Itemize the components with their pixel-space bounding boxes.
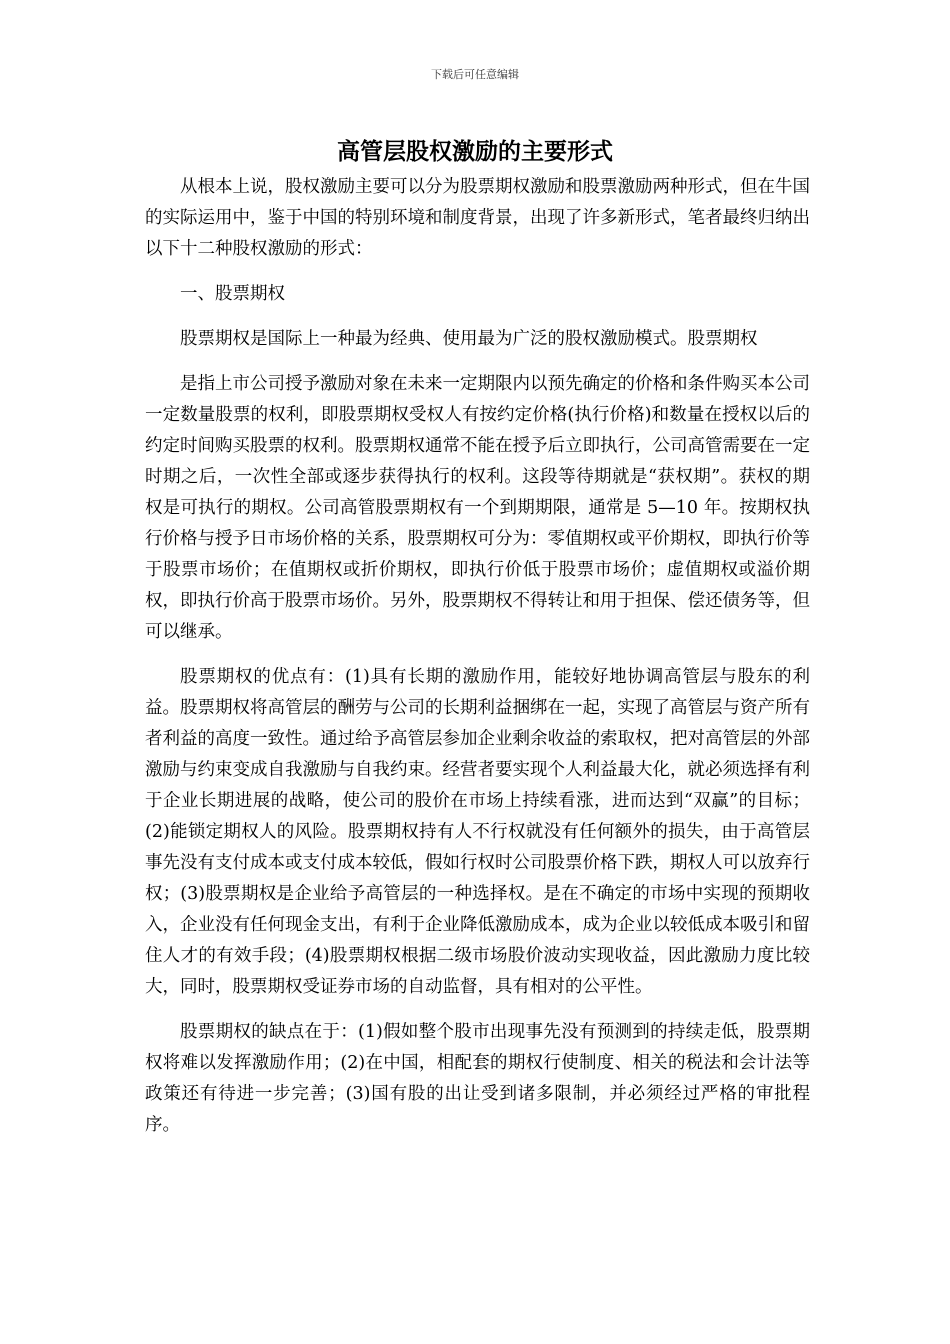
paragraph-disadvantages: 股票期权的缺点在于：(1)假如整个股市出现事先没有预测到的持续走低，股票期权将难以发挥激励作用；(2)在中国，相配套的期权行使制度、相关的税法和会计法等政策还有待进一步完善；(3)国有股的出让受到诸多限制，并必须经过严格的审批程序。 <box>145 1022 810 1135</box>
paragraph-definition-lead: 股票期权是国际上一种最为经典、使用最为广泛的股权激励模式。股票期权 <box>180 329 758 349</box>
section-heading: 一、股票期权 <box>180 284 285 304</box>
paragraph-definition: 是指上市公司授予激励对象在未来一定期限内以预先确定的价格和条件购买本公司一定数量股票的权利，即股票期权受权人有按约定价格(执行价格)和数量在授权以后的约定时间购买股票的权利。股票期权通常不能在授予后立即执行，公司高管需要在一定时期之后，一次性全部或逐步获得执行的权利。这段等待期就是“获权期”。获权的期权是可执行的期权。公司高管股票期权有一个到期期限，通常是 5—10 年。按期权执行价格与授予日市场价格的关系，股票期权可分为：零值期权或平价期权，即执行价等于股票市场价；在值期权或折价期权，即执行价低于股票市场价；虚值期权或溢价期权，即执行价高于股票市场价。另外，股票期权不得转让和用于担保、偿还债务等，但可以继承。 <box>145 374 810 642</box>
document-title: 高管层股权激励的主要形式 <box>337 139 613 165</box>
header-note: 下载后可任意编辑 <box>431 68 519 81</box>
paragraph-advantages: 股票期权的优点有：(1)具有长期的激励作用，能较好地协调高管层与股东的利益。股票期权将高管层的酬劳与公司的长期利益捆绑在一起，实现了高管层与资产所有者利益的高度一致性。通过给予高管层参加企业剩余收益的索取权，把对高管层的外部激励与约束变成自我激励与自我约束。经营者要实现个人利益最大化，就必须选择有利于企业长期进展的战略，使公司的股价在市场上持续看涨，进而达到“双赢”的目标；(2)能锁定期权人的风险。股票期权持有人不行权就没有任何额外的损失，由于高管层事先没有支付成本或支付成本较低，假如行权时公司股票价格下跌，期权人可以放弃行权；(3)股票期权是企业给予高管层的一种选择权。是在不确定的市场中实现的预期收入，企业没有任何现金支出，有利于企业降低激励成本，成为企业以较低成本吸引和留住人才的有效手段；(4)股票期权根据二级市场股价波动实现收益，因此激励力度比较大，同时，股票期权受证券市场的自动监督，具有相对的公平性。 <box>145 667 810 997</box>
document-body <box>145 172 810 1155</box>
paragraph-intro: 从根本上说，股权激励主要可以分为股票期权激励和股票激励两种形式，但在牛国的实际运用中，鉴于中国的特别环境和制度背景，出现了许多新形式，笔者最终归纳出以下十二种股权激励的形式： <box>145 177 810 259</box>
